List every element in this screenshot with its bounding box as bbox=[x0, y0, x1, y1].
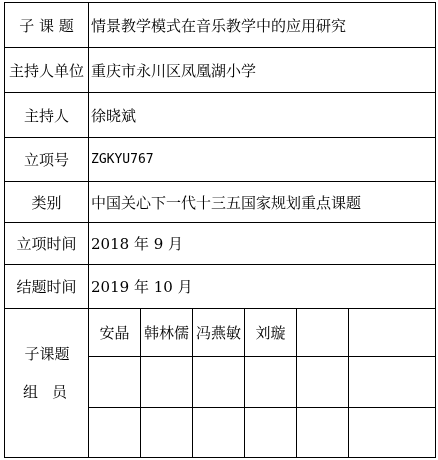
member-cell bbox=[193, 408, 245, 457]
row-approval-date bbox=[5, 223, 435, 265]
member-cell: 刘璇 bbox=[245, 309, 297, 357]
member-cell bbox=[349, 309, 435, 357]
member-cell bbox=[245, 408, 297, 457]
row-project-number bbox=[5, 138, 435, 182]
row-completion-date bbox=[5, 265, 435, 309]
subtopic-label: 子 课 题 bbox=[5, 3, 89, 47]
member-cell: 韩林儒 bbox=[141, 309, 193, 357]
host-unit-value: 重庆市永川区凤凰湖小学 bbox=[91, 61, 257, 80]
member-cell bbox=[245, 357, 297, 408]
completion-date-value: 2019 年 10 月 bbox=[91, 278, 193, 296]
row-host bbox=[5, 93, 435, 138]
project-number-label: 立项号 bbox=[5, 138, 89, 181]
member-cell bbox=[297, 408, 349, 457]
member-cell bbox=[89, 357, 141, 408]
category-value: 中国关心下一代十三五国家规划重点课题 bbox=[91, 193, 362, 212]
member-cell bbox=[297, 309, 349, 357]
members-label-line2: 组员 bbox=[22, 383, 81, 401]
host-unit-label: 主持人单位 bbox=[5, 48, 89, 92]
members-label bbox=[5, 309, 89, 457]
member-cell bbox=[141, 408, 193, 457]
row-host-unit bbox=[5, 48, 435, 93]
category-label: 类别 bbox=[5, 182, 89, 222]
project-info-table bbox=[4, 2, 436, 458]
members-section bbox=[5, 309, 435, 457]
members-grid bbox=[89, 309, 435, 457]
member-cell bbox=[141, 357, 193, 408]
approval-date-label: 立项时间 bbox=[5, 223, 89, 264]
host-value: 徐晓斌 bbox=[91, 106, 137, 125]
member-cell bbox=[297, 357, 349, 408]
member-cell bbox=[349, 357, 435, 408]
members-label-line1: 子课题 bbox=[24, 345, 70, 363]
member-cell: 安晶 bbox=[89, 309, 141, 357]
member-cell: 冯燕敏 bbox=[193, 309, 245, 357]
approval-date-value: 2018 年 9 月 bbox=[91, 235, 184, 253]
member-cell bbox=[349, 408, 435, 457]
project-number-value: ZGKYU767 bbox=[91, 152, 154, 167]
completion-date-label: 结题时间 bbox=[5, 265, 89, 308]
member-cell bbox=[89, 408, 141, 457]
row-category bbox=[5, 182, 435, 223]
host-label: 主持人 bbox=[5, 93, 89, 137]
subtopic-value: 情景教学模式在音乐教学中的应用研究 bbox=[91, 16, 347, 35]
row-subtopic bbox=[5, 3, 435, 48]
member-cell bbox=[193, 357, 245, 408]
